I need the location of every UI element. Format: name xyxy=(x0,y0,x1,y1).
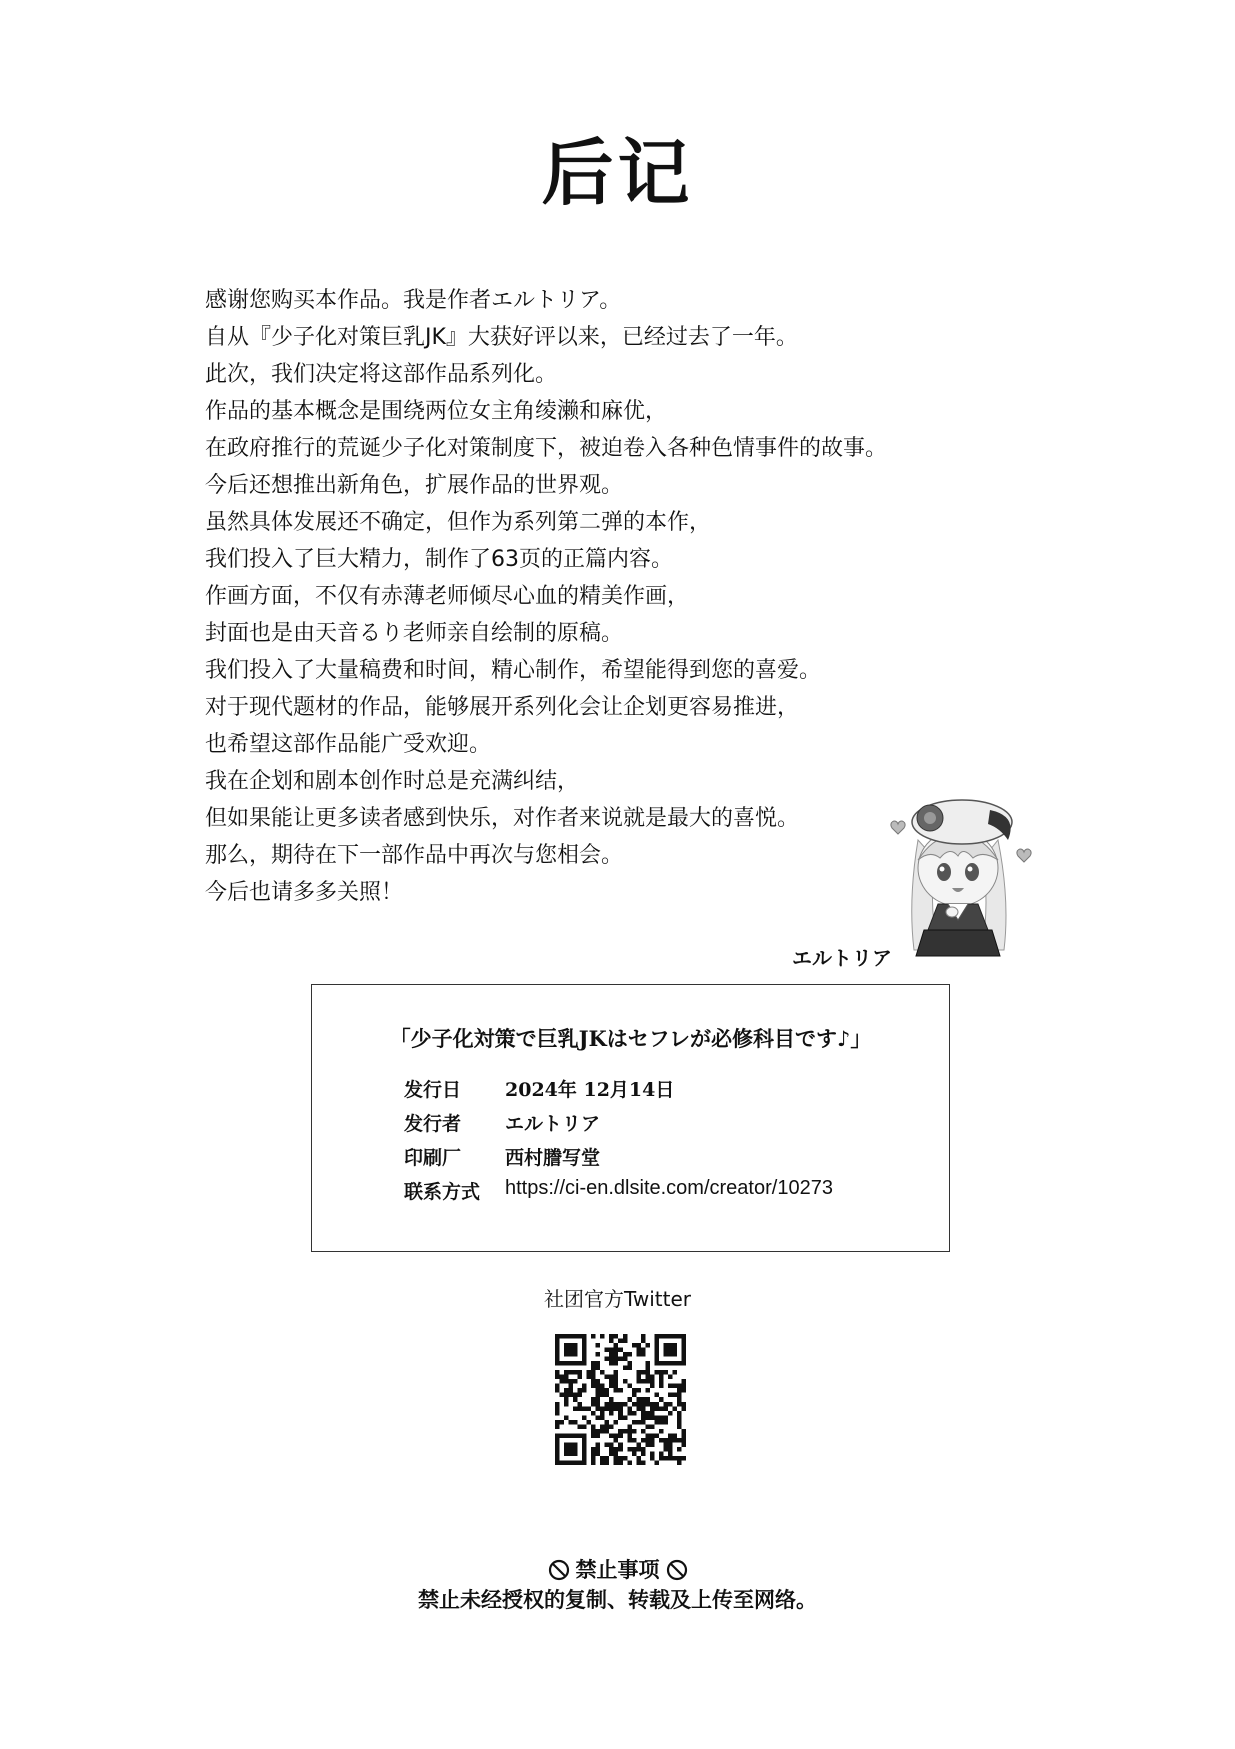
colophon-key: 发行日 xyxy=(404,1079,462,1101)
colophon-value: 西村謄写堂 xyxy=(505,1147,601,1169)
body-line: 此次，我们决定将这部作品系列化。 xyxy=(205,362,558,387)
colophon-key: 印刷厂 xyxy=(404,1147,462,1169)
body-line: 在政府推行的荒诞少子化对策制度下，被迫卷入各种色情事件的故事。 xyxy=(205,436,888,461)
body-line: 我们投入了巨大精力，制作了63页的正篇内容。 xyxy=(205,547,673,572)
qr-code-icon[interactable] xyxy=(555,1334,686,1465)
body-line: 对于现代题材的作品，能够展开系列化会让企划更容易推进， xyxy=(205,695,800,720)
colophon-value: 2024年 12月14日 xyxy=(505,1079,675,1101)
body-line: 自从『少子化对策巨乳JK』大获好评以来，已经过去了一年。 xyxy=(205,325,798,350)
notice-text: 禁止未经授权的复制、转载及上传至网络。 xyxy=(418,1588,817,1612)
prohibited-icon xyxy=(548,1559,570,1581)
prohibited-icon xyxy=(666,1559,688,1581)
author-signature: エルトリア xyxy=(792,946,892,970)
notice-heading xyxy=(0,1554,1235,1584)
colophon-value: エルトリア xyxy=(505,1113,601,1135)
body-line: 我在企划和剧本创作时总是充满纠结， xyxy=(205,769,580,794)
afterword-body xyxy=(205,282,985,911)
body-line: 封面也是由天音るり老师亲自绘制的原稿。 xyxy=(205,621,624,646)
body-line: 但如果能让更多读者感到快乐，对作者来说就是最大的喜悦。 xyxy=(205,806,800,831)
body-line: 今后还想推出新角色，扩展作品的世界观。 xyxy=(205,473,624,498)
body-line: 感谢您购买本作品。我是作者エルトリア。 xyxy=(205,288,622,313)
notice-heading-text: 禁止事项 xyxy=(575,1558,660,1582)
colophon-box xyxy=(311,984,950,1252)
work-title: 「少子化対策で巨乳JKはセフレが必修科目です♪」 xyxy=(389,1026,872,1051)
page-title: 后记 xyxy=(541,131,694,215)
colophon-key: 联系方式 xyxy=(404,1181,481,1203)
body-line: 虽然具体发展还不确定，但作为系列第二弹的本作， xyxy=(205,510,712,535)
body-line: 今后也请多多关照！ xyxy=(205,880,404,905)
body-line: 作画方面，不仅有赤薄老师倾尽心血的精美作画， xyxy=(205,584,690,609)
colophon-key: 发行者 xyxy=(404,1113,462,1135)
body-line: 也希望这部作品能广受欢迎。 xyxy=(205,732,492,757)
contact-link[interactable]: https://ci-en.dlsite.com/creator/10273 xyxy=(505,1177,833,1199)
twitter-label: 社团官方Twitter xyxy=(543,1287,692,1311)
body-line: 我们投入了大量稿费和时间，精心制作，希望能得到您的喜爱。 xyxy=(205,658,822,683)
body-line: 作品的基本概念是围绕两位女主角绫濑和麻优， xyxy=(205,399,668,424)
body-line: 那么，期待在下一部作品中再次与您相会。 xyxy=(205,843,624,868)
